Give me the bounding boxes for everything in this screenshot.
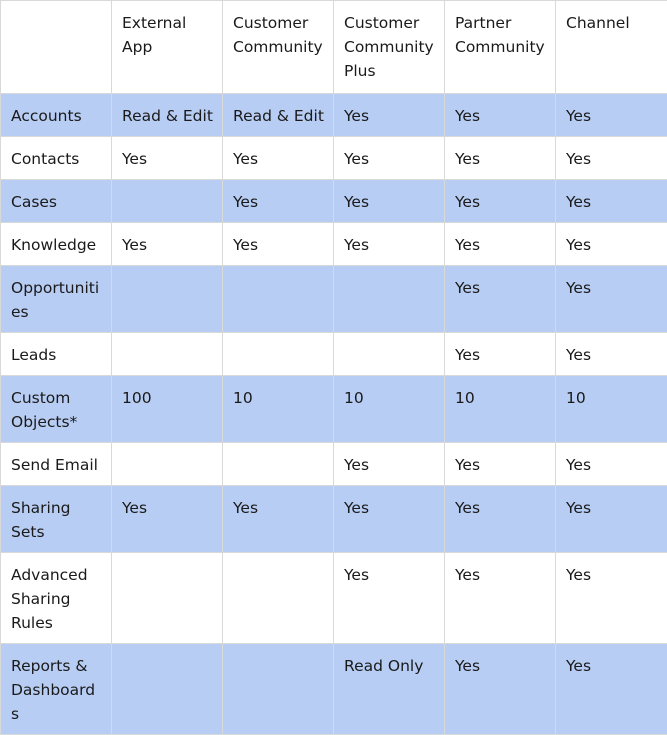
cell-value: Yes [566,190,659,214]
table-cell-feature [1,333,112,376]
table-cell-channel [556,137,667,180]
cell-value: Yes [455,453,547,477]
cell-value: Yes [122,496,214,520]
table-cell-feature [1,553,112,644]
table-cell-external-app [112,94,223,137]
cell-value: 10 [233,386,325,410]
table-cell-external-app [112,486,223,553]
table-cell-customer-community-plus [334,443,445,486]
cell-value: Yes [455,343,547,367]
table-cell-customer-community [223,94,334,137]
table-cell-channel [556,443,667,486]
cell-value: Yes [344,496,436,520]
table-cell-channel [556,223,667,266]
header-cell-channel: Channel [556,1,667,94]
cell-value: Yes [566,496,659,520]
table-cell-customer-community [223,644,334,735]
table-cell-external-app [112,266,223,333]
cell-value: Yes [566,147,659,171]
table-cell-channel [556,180,667,223]
cell-value: 100 [122,386,214,410]
table-cell-feature [1,223,112,266]
cell-value: Yes [344,453,436,477]
table-cell-customer-community-plus [334,94,445,137]
cell-value: 10 [344,386,436,410]
table-cell-customer-community [223,486,334,553]
cell-value: Yes [455,276,547,300]
table-cell-external-app [112,443,223,486]
table-cell-partner-community [445,644,556,735]
header-cell-partner-community: Partner Community [445,1,556,94]
table-cell-customer-community [223,553,334,644]
cell-value [344,276,436,300]
row-label: Leads [11,343,103,367]
cell-value: Yes [455,654,547,678]
cell-value: Yes [344,190,436,214]
table-cell-customer-community-plus [334,644,445,735]
table-cell-external-app [112,223,223,266]
table-cell-customer-community [223,223,334,266]
row-label: Opportuniti es [11,276,103,324]
table-cell-partner-community [445,137,556,180]
cell-value: Yes [344,563,436,587]
table-cell-feature [1,486,112,553]
cell-value [233,276,325,300]
table-row [1,553,667,644]
cell-value: Yes [455,104,547,128]
table-cell-feature [1,376,112,443]
row-label: Accounts [11,104,103,128]
table-row [1,644,667,735]
cell-value: Yes [233,233,325,257]
table-row [1,94,667,137]
table-cell-external-app [112,137,223,180]
cell-value [122,276,214,300]
cell-value: Yes [455,496,547,520]
table-cell-feature [1,137,112,180]
cell-value: Yes [566,343,659,367]
table-cell-customer-community [223,137,334,180]
cell-value [122,654,214,678]
table-cell-partner-community [445,223,556,266]
header-cell-customer-community-plus: Customer Community Plus [334,1,445,94]
row-label: Reports & Dashboards [11,654,103,726]
table-cell-external-app [112,333,223,376]
header-cell-customer-community: Customer Community [223,1,334,94]
row-label: Sharing Sets [11,496,103,544]
cell-value: Yes [455,233,547,257]
table-cell-customer-community [223,443,334,486]
table-cell-channel [556,553,667,644]
cell-value [233,453,325,477]
cell-value: Yes [344,233,436,257]
cell-value: Yes [455,147,547,171]
row-label: Knowledge [11,233,103,257]
table-cell-partner-community [445,553,556,644]
table-cell-feature [1,644,112,735]
cell-value: Yes [566,104,659,128]
table-cell-customer-community-plus [334,223,445,266]
cell-value: Yes [233,496,325,520]
table-cell-external-app [112,553,223,644]
header-cell-external-app: External App [112,1,223,94]
table-row [1,376,667,443]
cell-value: Yes [233,190,325,214]
table-cell-customer-community-plus [334,180,445,223]
table-cell-partner-community [445,266,556,333]
cell-value [122,343,214,367]
table-cell-channel [556,644,667,735]
cell-value: Read & Edit [233,104,325,128]
table-cell-partner-community [445,486,556,553]
cell-value: 10 [566,386,659,410]
cell-value: Yes [233,147,325,171]
table-row [1,266,667,333]
table-cell-customer-community-plus [334,333,445,376]
table-cell-channel [556,266,667,333]
table-cell-customer-community [223,266,334,333]
cell-value: Yes [122,233,214,257]
table-cell-external-app [112,180,223,223]
row-label: Send Email [11,453,103,477]
table-row [1,443,667,486]
cell-value: Yes [566,453,659,477]
table-row [1,137,667,180]
table-row [1,486,667,553]
table-cell-feature [1,180,112,223]
header-cell-corner [1,1,112,94]
table-cell-partner-community [445,333,556,376]
cell-value: Yes [344,104,436,128]
header-row [1,1,667,94]
table-cell-customer-community-plus [334,486,445,553]
cell-value: Yes [344,147,436,171]
cell-value: 10 [455,386,547,410]
table-cell-partner-community [445,376,556,443]
table-cell-external-app [112,376,223,443]
table-cell-customer-community-plus [334,137,445,180]
cell-value [122,190,214,214]
table-cell-channel [556,94,667,137]
cell-value [122,563,214,587]
row-label: Contacts [11,147,103,171]
table-cell-customer-community [223,376,334,443]
cell-value: Yes [122,147,214,171]
cell-value: Yes [455,563,547,587]
row-label: Cases [11,190,103,214]
table-cell-feature [1,266,112,333]
cell-value [233,563,325,587]
table-cell-customer-community-plus [334,266,445,333]
table-cell-partner-community [445,94,556,137]
row-label: Advanced Sharing Rules [11,563,103,635]
cell-value: Read Only [344,654,436,678]
table-cell-feature [1,94,112,137]
table-row [1,223,667,266]
cell-value: Yes [566,563,659,587]
table-row [1,333,667,376]
table-cell-external-app [112,644,223,735]
cell-value [344,343,436,367]
cell-value [122,453,214,477]
table-cell-channel [556,486,667,553]
cell-value: Read & Edit [122,104,214,128]
table-cell-partner-community [445,180,556,223]
table-row [1,180,667,223]
cell-value [233,654,325,678]
cell-value: Yes [566,654,659,678]
table-cell-customer-community [223,333,334,376]
table-cell-customer-community [223,180,334,223]
table-cell-feature [1,443,112,486]
table-cell-partner-community [445,443,556,486]
table-cell-channel [556,376,667,443]
row-label: Custom Objects* [11,386,103,434]
cell-value: Yes [455,190,547,214]
cell-value [233,343,325,367]
table-cell-customer-community-plus [334,376,445,443]
table-body [1,94,667,735]
cell-value: Yes [566,276,659,300]
table-cell-customer-community-plus [334,553,445,644]
cell-value: Yes [566,233,659,257]
table-cell-channel [556,333,667,376]
